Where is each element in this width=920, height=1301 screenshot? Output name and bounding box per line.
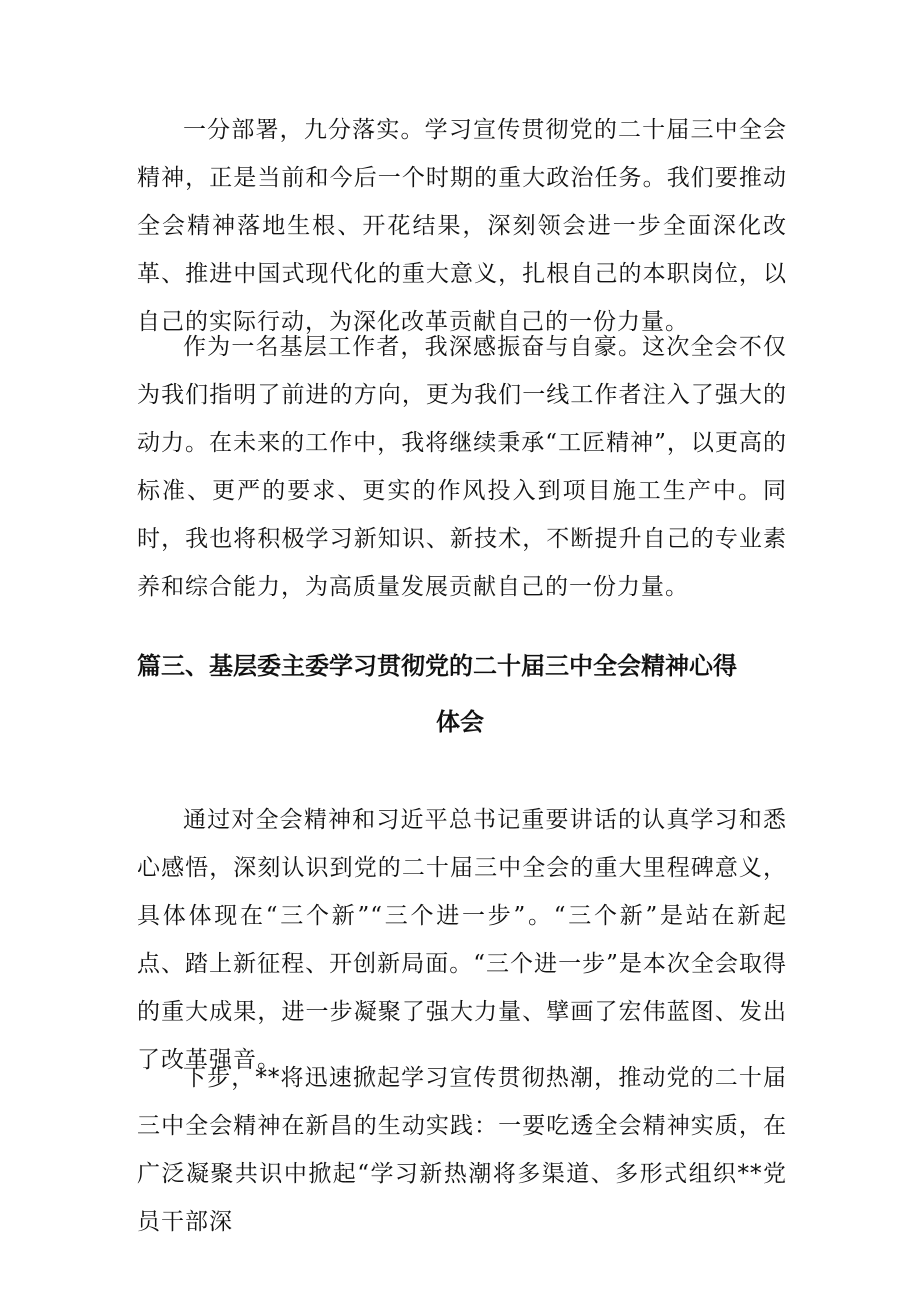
body-paragraph: 一分部署，九分落实。学习宣传贯彻党的二十届三中全会精神，正是当前和今后一个时期的重大政治任务。我们要推动全会精神落地生根、开花结果，深刻领会进一步全面深化改革、推进中国式现代化的重大意义，扎根自己的本职岗位，以自己的实际行动，为深化改革贡献自己的一份力量。 [137, 117, 787, 335]
body-paragraph: 通过对全会精神和习近平总书记重要讲话的认真学习和悉心感悟，深刻认识到党的二十届三中全会的重大里程碑意义，具体体现在“三个新”“三个进一步”。“三个新”是站在新起点、踏上新征程、开创新局面。“三个进一步”是本次全会取得的重大成果，进一步凝聚了强大力量、擘画了宏伟蓝图、发出了改革强音。 [137, 807, 787, 1073]
body-paragraph: 作为一名基层工作者，我深感振奋与自豪。这次全会不仅为我们指明了前进的方向，更为我们一线工作者注入了强大的动力。在未来的工作中，我将继续秉承“工匠精神”，以更高的标准、更严的要求、更实的作风投入到项目施工生产中。同时，我也将积极学习新知识、新技术，不断提升自己的专业素养和综合能力，为高质量发展贡献自己的一份力量。 [137, 334, 787, 600]
section-heading-line1: 篇三、基层委主委学习贯彻党的二十届三中全会精神心得 [137, 652, 737, 680]
body-paragraph: 下步，**将迅速掀起学习宣传贯彻热潮，推动党的二十届三中全会精神在新昌的生动实践：一要吃透全会精神实质，在广泛凝聚共识中掀起“学习新热潮将多渠道、多形式组织**党员干部深 [137, 1065, 787, 1235]
section-heading-line2: 体会 [436, 708, 484, 736]
